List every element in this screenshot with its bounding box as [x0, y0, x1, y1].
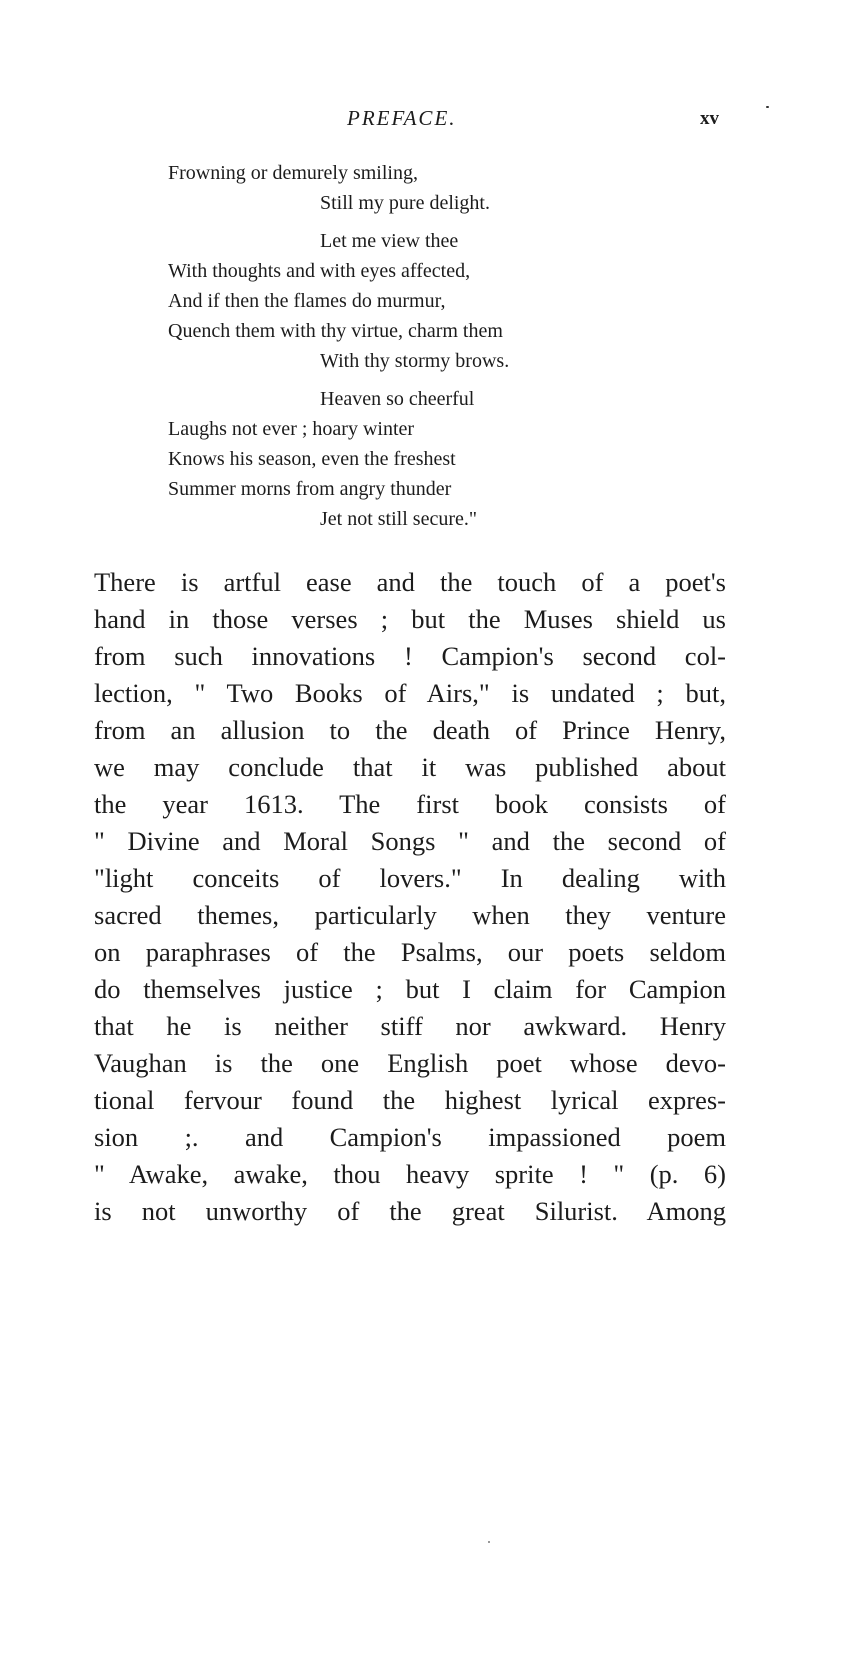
poem-line: Still my pure delight. [320, 192, 490, 214]
print-speck-bottom [488, 1541, 490, 1543]
prose-line: on paraphrases of the Psalms, our poets seldom [94, 937, 726, 967]
poem-line: Heaven so cheerful [320, 388, 475, 410]
prose-line: " Awake, awake, thou heavy sprite ! " (p. 6) [94, 1159, 726, 1189]
prose-line: sacred themes, particularly when they venture [94, 900, 726, 930]
prose-line: " Divine and Moral Songs " and the second of [94, 826, 726, 856]
poem-line: Frowning or demurely smiling, [168, 162, 418, 184]
running-title: PREFACE. [347, 106, 457, 130]
stanza-gap [168, 376, 509, 384]
poem-line: Knows his season, even the freshest [168, 448, 456, 470]
prose-paragraph [94, 564, 726, 1230]
prose-line: tional fervour found the highest lyrical expres- [94, 1085, 726, 1115]
prose-line: the year 1613. The first book consists of [94, 789, 726, 819]
poem-line: Summer morns from angry thunder [168, 478, 452, 500]
poem-line: And if then the flames do murmur, [168, 290, 446, 312]
stanza-gap [168, 218, 509, 226]
prose-line: sion ;. and Campion's impassioned poem [94, 1122, 726, 1152]
prose-line: from such innovations ! Campion's second col- [94, 641, 726, 671]
prose-line: do themselves justice ; but I claim for Campion [94, 974, 726, 1004]
prose-line: lection, " Two Books of Airs," is undated ; but, [94, 678, 726, 708]
prose-line: hand in those verses ; but the Muses shield us [94, 604, 726, 634]
prose-line: from an allusion to the death of Prince Henry, [94, 715, 726, 745]
poem-line: Jet not still secure." [320, 508, 478, 530]
prose-line: Vaughan is the one English poet whose devo- [94, 1048, 726, 1078]
poem-line: Let me view thee [320, 230, 459, 252]
prose-line: that he is neither stiff nor awkward. Henry [94, 1011, 726, 1041]
prose-line: is not unworthy of the great Silurist. Among [94, 1196, 726, 1226]
poem-line: Laughs not ever ; hoary winter [168, 418, 415, 440]
prose-line: we may conclude that it was published about [94, 752, 726, 782]
prose-line: "light conceits of lovers." In dealing with [94, 863, 726, 893]
prose-line: There is artful ease and the touch of a poet's [94, 567, 726, 597]
print-speck [766, 106, 769, 108]
running-head [0, 106, 854, 136]
poem-quotation [168, 158, 509, 534]
poem-line: Quench them with thy virtue, charm them [168, 320, 503, 342]
poem-line: With thy stormy brows. [320, 350, 510, 372]
poem-line: With thoughts and with eyes affected, [168, 260, 471, 282]
page-number: xv [700, 108, 719, 129]
